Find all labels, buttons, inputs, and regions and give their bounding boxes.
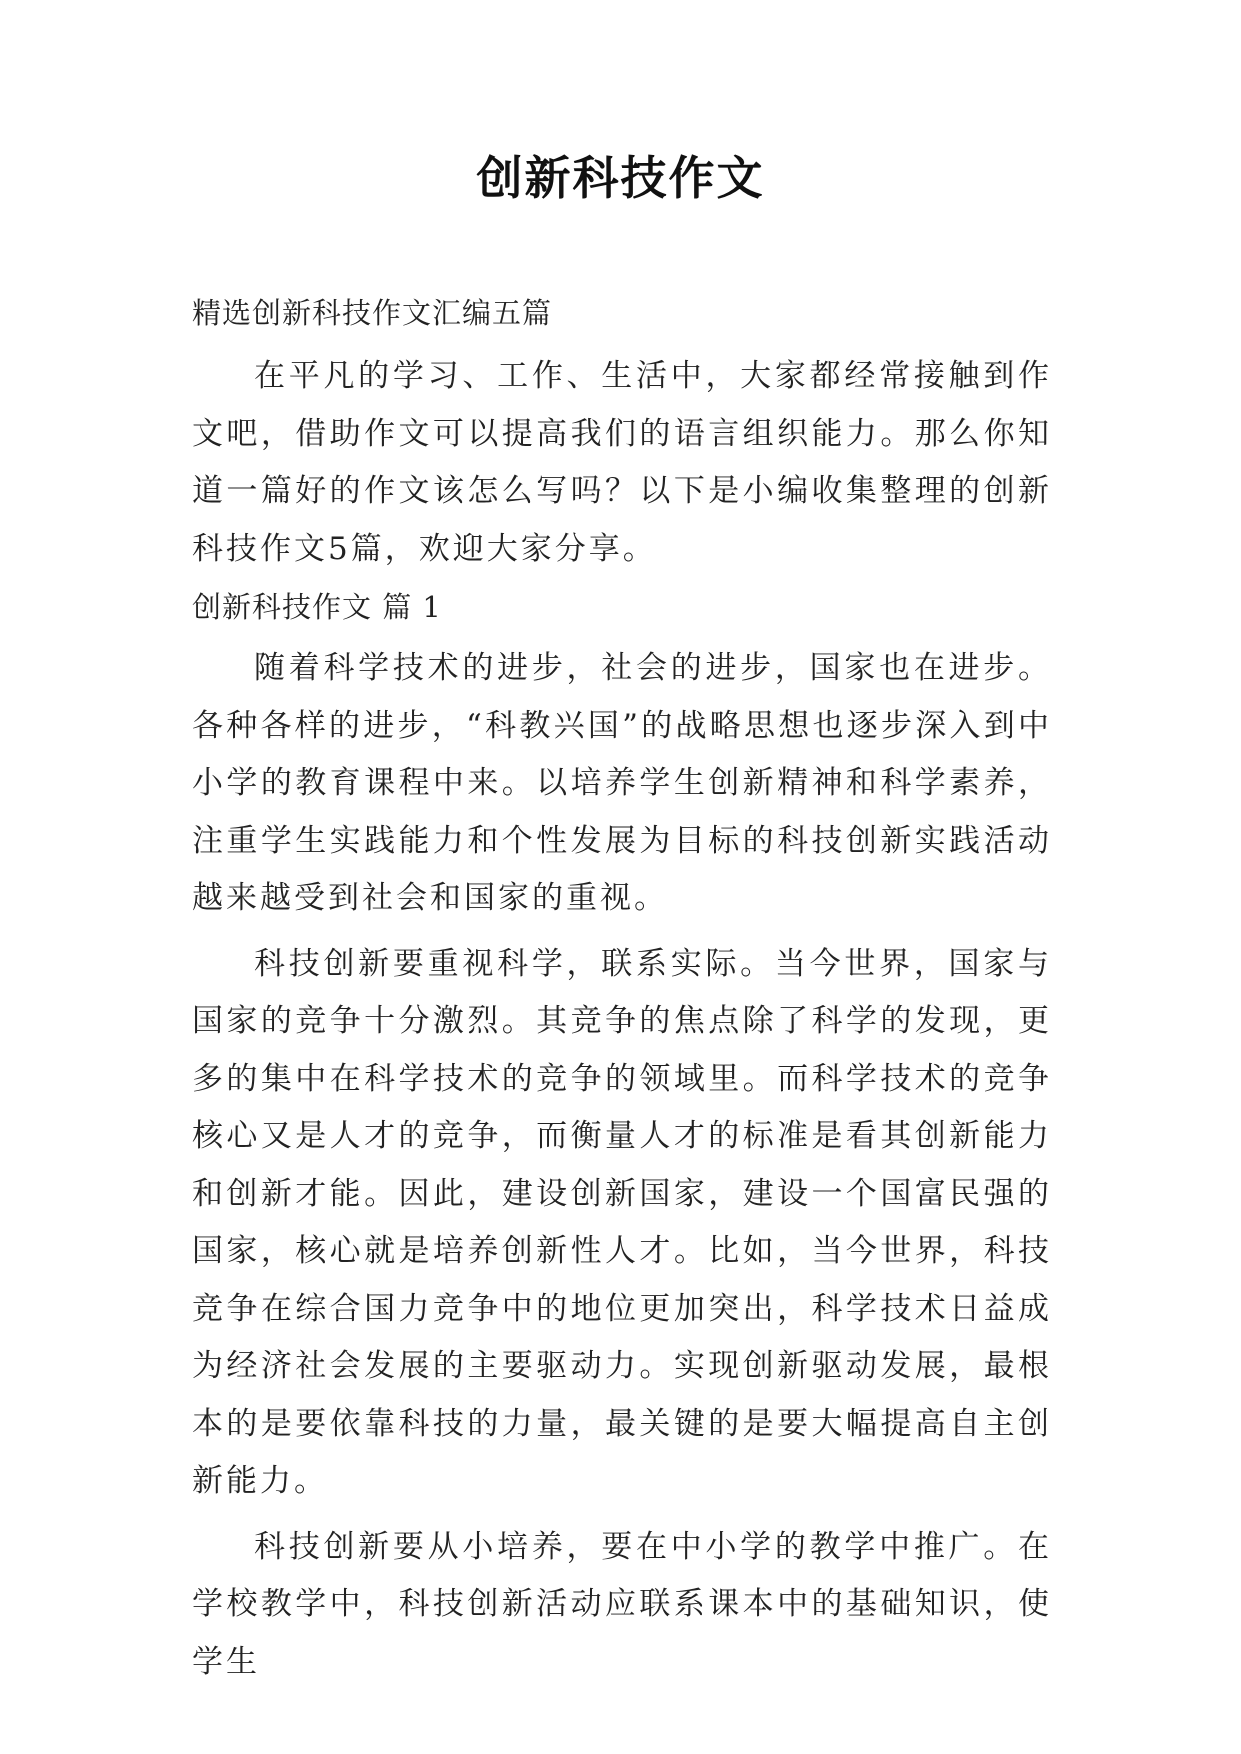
body-paragraph: 随着科学技术的进步，社会的进步，国家也在进步。各种各样的进步，“科教兴国”的战略思想也逐步深入到中小学的教育课程中来。以培养学生创新精神和科学素养，注重学生实践能力和个性发展为目标的科技创新实践活动越来越受到社会和国家的重视。 [192,650,1052,916]
document-body [192,292,1052,1699]
intro-paragraph: 在平凡的学习、工作、生活中，大家都经常接触到作文吧，借助作文可以提高我们的语言组织能力。那么你知道一篇好的作文该怎么写吗？以下是小编收集整理的创新科技作文5篇，欢迎大家分享。 [192,358,1052,567]
body-paragraph: 科技创新要从小培养，要在中小学的教学中推广。在学校教学中，科技创新活动应联系课本中的基础知识，使学生 [192,1528,1052,1680]
body-paragraph: 科技创新要重视科学，联系实际。当今世界，国家与国家的竞争十分激烈。其竞争的焦点除了科学的发现，更多的集中在科学技术的竞争的领域里。而科学技术的竞争核心又是人才的竞争，而衡量人才的标准是看其创新能力和创新才能。因此，建设创新国家，建设一个国富民强的国家，核心就是培养创新性人才。比如，当今世界，科技竞争在综合国力竞争中的地位更加突出，科学技术日益成为经济社会发展的主要驱动力。实现创新驱动发展，最根本的是要依靠科技的力量，最关键的是要大幅提高自主创新能力。 [192,945,1052,1499]
document-subtitle: 精选创新科技作文汇编五篇 [192,296,553,330]
document-title: 创新科技作文 [476,151,765,205]
section-heading: 创新科技作文 篇 1 [192,590,442,624]
